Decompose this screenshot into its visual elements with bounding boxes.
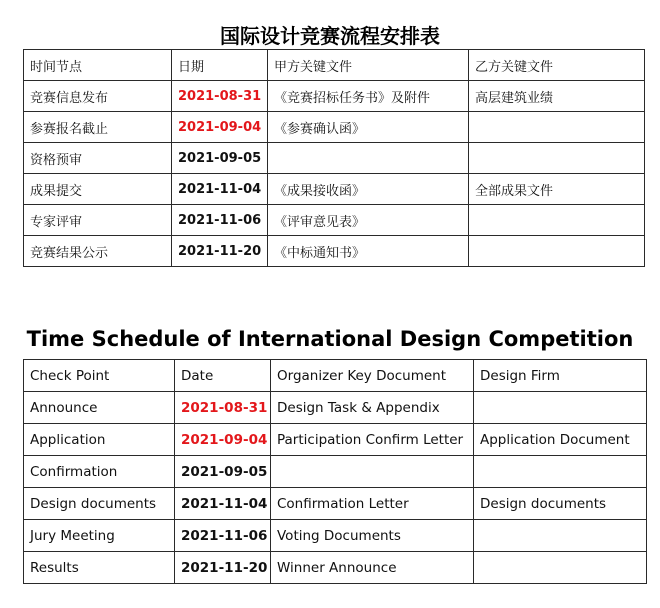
date-cell: 2021-11-06: [175, 520, 271, 552]
party-b-doc-cell: Application Document: [474, 424, 647, 456]
date-cell: 2021-11-20: [175, 552, 271, 584]
date-cell: 2021-11-06: [172, 205, 268, 236]
time-node-cell: 竞赛结果公示: [24, 236, 172, 267]
party-b-doc-cell: [474, 520, 647, 552]
date-cell: 2021-08-31: [172, 81, 268, 112]
party-a-doc-cell: 《参赛确认函》: [268, 112, 469, 143]
party-b-doc-cell: [469, 143, 645, 174]
table-row: [24, 392, 647, 424]
date-cell: 2021-09-05: [172, 143, 268, 174]
time-node-cell: Design documents: [24, 488, 175, 520]
party-b-doc-cell: [469, 205, 645, 236]
party-a-doc-cell: 《成果接收函》: [268, 174, 469, 205]
time-node-cell: Results: [24, 552, 175, 584]
time-node-cell: 成果提交: [24, 174, 172, 205]
time-node-cell: 参赛报名截止: [24, 112, 172, 143]
table-row: [24, 236, 645, 267]
party-b-doc-cell: 高层建筑业绩: [469, 81, 645, 112]
table-row: [24, 174, 645, 205]
date-cell: 2021-11-04: [172, 174, 268, 205]
table-row: [24, 520, 647, 552]
party-b-doc-cell: [469, 236, 645, 267]
time-node-header: 时间节点: [24, 50, 172, 81]
party-a-doc-header: Organizer Key Document: [271, 360, 474, 392]
party-a-doc-cell: [268, 143, 469, 174]
en-schedule-title: Time Schedule of International Design Competition: [26, 327, 634, 351]
party-a-doc-cell: Voting Documents: [271, 520, 474, 552]
date-cell: 2021-11-04: [175, 488, 271, 520]
table-row: [24, 456, 647, 488]
time-node-cell: 资格预审: [24, 143, 172, 174]
party-b-doc-header: 乙方关键文件: [469, 50, 645, 81]
table-row: [24, 424, 647, 456]
party-b-doc-header: Design Firm: [474, 360, 647, 392]
table-row: [24, 81, 645, 112]
time-node-header: Check Point: [24, 360, 175, 392]
en-header-row: [24, 360, 647, 392]
party-a-doc-header: 甲方关键文件: [268, 50, 469, 81]
time-node-cell: Application: [24, 424, 175, 456]
party-b-doc-cell: 全部成果文件: [469, 174, 645, 205]
date-header: Date: [175, 360, 271, 392]
party-b-doc-cell: Design documents: [474, 488, 647, 520]
party-b-doc-cell: [469, 112, 645, 143]
party-a-doc-cell: Participation Confirm Letter: [271, 424, 474, 456]
table-row: [24, 488, 647, 520]
date-cell: 2021-09-04: [175, 424, 271, 456]
time-node-cell: 专家评审: [24, 205, 172, 236]
party-a-doc-cell: Winner Announce: [271, 552, 474, 584]
party-b-doc-cell: [474, 456, 647, 488]
party-a-doc-cell: Design Task & Appendix: [271, 392, 474, 424]
time-node-cell: Announce: [24, 392, 175, 424]
date-cell: 2021-08-31: [175, 392, 271, 424]
en-schedule-table: [23, 359, 647, 584]
date-cell: 2021-11-20: [172, 236, 268, 267]
table-row: [24, 143, 645, 174]
party-a-doc-cell: 《竞赛招标任务书》及附件: [268, 81, 469, 112]
time-node-cell: 竞赛信息发布: [24, 81, 172, 112]
cn-schedule-table: [23, 49, 645, 267]
party-b-doc-cell: [474, 552, 647, 584]
date-cell: 2021-09-04: [172, 112, 268, 143]
time-node-cell: Jury Meeting: [24, 520, 175, 552]
time-node-cell: Confirmation: [24, 456, 175, 488]
party-a-doc-cell: 《评审意见表》: [268, 205, 469, 236]
party-a-doc-cell: Confirmation Letter: [271, 488, 474, 520]
cn-schedule-title: 国际设计竞赛流程安排表: [220, 24, 440, 48]
date-cell: 2021-09-05: [175, 456, 271, 488]
party-b-doc-cell: [474, 392, 647, 424]
table-row: [24, 552, 647, 584]
table-row: [24, 205, 645, 236]
party-a-doc-cell: 《中标通知书》: [268, 236, 469, 267]
cn-header-row: [24, 50, 645, 81]
date-header: 日期: [172, 50, 268, 81]
table-row: [24, 112, 645, 143]
party-a-doc-cell: [271, 456, 474, 488]
